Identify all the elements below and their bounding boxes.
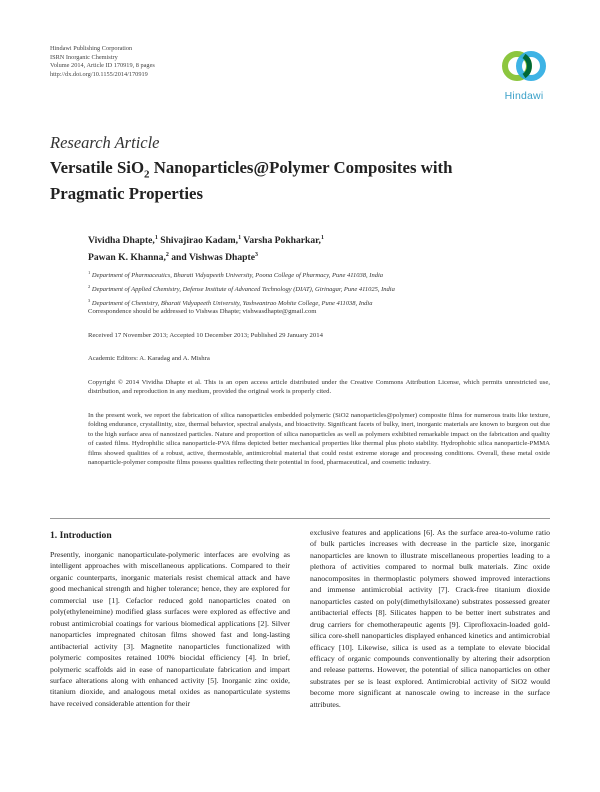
abstract: In the present work, we report the fabrication of silica nanoparticles embedded polymeric (SiO2 nanoparticles@polymer) composite films for numerous traits like texture, folding endurance, crystallinity, size, thermal behavior, spectral analysis, and bioactivity. Significant facets of bulky, inert, inorganic materials are known to burgeon out due to the high surface area of nanosized particles. Nature and proportion of silica nanoparticles as well as polymers exhibited remarkable impact on the fabrication and quality of casted films. Hydrophilic silica nanoparticle-PVA films depicted better mechanical properties like thermal plus photo stability. Hydrophobic silica nanoparticle-PMMA films showed qualities of a robust, active, thermostable, antimicrobial material that could resist extreme storage and processing conditions. Overall, these metal oxide nanoparticle-polymer composite films possess qualities reflecting their potential in food, pharmaceutical, and cosmetic industry. <box>88 412 550 467</box>
intro-column-right: exclusive features and applications [6]. As the surface area-to-volume ratio of bulk particles increases with decrease in the particle size, inorganic nanoparticles are known to illustrate miscellaneous properties leading to a plethora of activities compared to normal bulk materials. Zinc oxide nanocomposites in thermoplastic polymers showed improved interactions and immense antimicrobial activity [7]. Crack-free titanium dioxide nanoparticles casted on poly(dimethylsiloxane) substrates possessed greater antibacterial effects [8]. Silicates happen to be better inert substrates and drug carriers for chemotherapeutic agents [9]. Ciprofloxacin-loaded gold-silica core-shell nanoparticles displayed enhanced kinetics and antimicrobial efficacy [10]. Likewise, silica is used as a template to elevate biocidal efficacy of organic compounds conventionally by altering their adsorption and release patterns. However, the potential of silica nanoparticles on other substrates per se is least explored. Antimicrobial activity of SiO2 would become more significant at nanoscale owing to increase in the surface attributes. <box>310 528 550 709</box>
section-heading: 1. Introduction <box>50 530 112 541</box>
affiliations <box>88 267 548 309</box>
section-divider <box>50 518 550 519</box>
author-list <box>88 231 528 265</box>
volume-info: Volume 2014, Article ID 170919, 8 pages <box>50 62 155 70</box>
logo-wordmark: Hindawi <box>504 90 544 102</box>
correspondence: Correspondence should be addressed to Vishwas Dhapte; vishwasdhapte@gmail.com <box>88 308 317 315</box>
affiliation: $^3$ Department of Chemistry, Bharati Vidyapeeth University, Yashwantrao Mohite College, Pune 411038, India <box>88 298 373 308</box>
publisher: Hindawi Publishing Corporation <box>50 45 133 52</box>
academic-editors: Academic Editors: A. Karadag and A. Mishra <box>88 355 210 362</box>
publication-dates: Received 17 November 2013; Accepted 10 December 2013; Published 29 January 2014 <box>88 332 323 339</box>
hindawi-logo <box>494 42 554 104</box>
author: Pawan K. Khanna,$^2$ <box>88 252 169 264</box>
paper-title: Versatile SiO$_2$ Nanoparticles@Polymer Composites with Pragmatic Properties <box>50 158 453 204</box>
author: Varsha Pokharkar,$^1$ <box>243 235 324 247</box>
author: and Vishwas Dhapte$^3$ <box>171 252 258 264</box>
article-type: Research Article <box>50 133 160 152</box>
doi-link[interactable]: http://dx.doi.org/10.1155/2014/170919 <box>50 70 148 78</box>
journal-name: ISRN Inorganic Chemistry <box>50 53 118 61</box>
author: Shivajirao Kadam,$^1$ <box>160 235 242 247</box>
affiliation: $^2$ Department of Applied Chemistry, Defense Institute of Advanced Technology (DIAT), Girinagar, Pune 411025, India <box>88 284 395 294</box>
journal-header <box>50 45 310 79</box>
author: Vividha Dhapte,$^1$ <box>88 235 158 247</box>
affiliation: $^1$ Department of Pharmaceutics, Bharati Vidyapeeth University, Poona College of Pharmacy, Pune 411038, India <box>88 270 383 280</box>
intro-column-left: Presently, inorganic nanoparticulate-polymeric interfaces are evolving as intelligent approaches with miscellaneous applications. Compared to their organic counterparts, inorganic materials resist chemical attack and have good mechanical strength and higher tolerance; hence, they are explored for commercial use [1]. Cefaclor reduced gold nanoparticles coated on poly(ethyleneimine) modified glass surfaces were explored as effective and robust antimicrobial coatings for various biomedical applications [2]. Silver nanoparticles impregnated chitosan films showed fast and long-lasting antibacterial activity [3]. Magnetite nanoparticles functionalized with polymeric composites retained 100% biocidal efficiency [4]. In brief, polymeric scaffolds aid in ease of nanoparticulate fabrication and impart surface alterations along with enhanced activity [5]. Inorganic zinc oxide, titanium dioxide, and analogous metal oxides as nanoparticulate systems have received considerable attention for their <box>50 550 290 708</box>
copyright-notice: Copyright © 2014 Vividha Dhapte et al. This is an open access article distributed under the Creative Commons Attribution License, which permits unrestricted use, distribution, and reproduction in any medium, provided the original work is properly cited. <box>88 379 550 396</box>
hindawi-logo-icon <box>494 42 554 88</box>
